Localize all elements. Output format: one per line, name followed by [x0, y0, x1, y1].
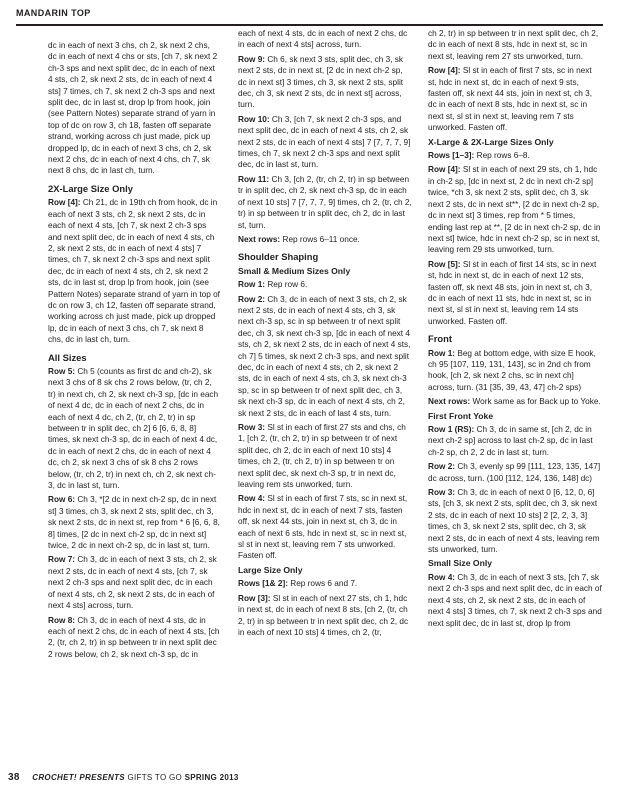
- paragraph: Row 4: Sl st in each of first 7 sts, sc in next st, hdc in next st, dc in each of next 7 sts, fasten off, sk next 44 sts, join in next st, ch 3, dc in each of next 6 sts, hdc in next st, sc in next st, sl st in next st, leaving rem 7 sts unworked. Fasten off.: [238, 494, 408, 561]
- subsection-heading: Small & Medium Sizes Only: [238, 265, 351, 276]
- section-heading: 2X-Large Size Only: [48, 182, 133, 194]
- column-2: [238, 28, 412, 641]
- paragraph: Row [4]: Sl st in each of first 7 sts, sc in next st, hdc in next st, dc in each of next 9 sts, fasten off, sk next 44 sts, join in next st, ch 3, dc in each of next 8 sts, hdc in next st, sc in next st, sl st in next st, leaving rem 7 sts unworked. Fasten off.: [428, 66, 593, 133]
- row-label: Row [4]:: [428, 165, 461, 175]
- subsection-heading: X-Large & 2X-Large Sizes Only: [428, 136, 554, 147]
- magazine-issue: GIFTS TO GO: [127, 773, 183, 782]
- row-label: Next rows:: [238, 234, 281, 244]
- paragraph: Row 3: Ch 3, dc in each of next 0 [6, 12, 0, 6] sts, [ch 3, sk next 2 sts, split dec, ch 3, sk next 2 sts, dc in each of next 10 sts] 2 [2, 2, 3, 3] times, ch 3, sk next 2 sts, split dec, ch 3, sk next 2 sts, dc in each of next 4 sts, leaving rem sts unworked, turn.: [428, 488, 600, 555]
- row-label: Row 11:: [238, 174, 270, 184]
- subsection-heading: Small Size Only: [428, 558, 492, 569]
- magazine-season: SPRING 2013: [184, 773, 239, 782]
- paragraph: Next rows: Work same as for Back up to Yoke.: [428, 397, 601, 407]
- row-label: Row 7:: [48, 555, 76, 565]
- column-1: [48, 40, 220, 663]
- paragraph: Row 2: Ch 3, dc in each of next 3 sts, ch 2, sk next 2 sts, dc in each of next 4 sts, ch 3, sk next ch-3 sp, sc in sp between tr of next split dec, ch 3, sk next ch-3 sp, [dc in each of next 4 sts, ch 2, sk next 2 sts, dc in each of next 4 sts, ch 7] 5 times, sk next 2 ch-3 sps, and next split dec, dc in each of next 4 sts, ch 2, sk next 2 sts, dc in each of next 4 sts, ch 3, sk next ch-3 sp, sc in sp between tr of next split dec, ch 3, sk next ch-3 sp, dc in each of next 4 sts, ch 2, sk next 2 sts, dc in each of last 4 sts, turn.: [238, 294, 411, 418]
- paragraph: Row 8: Ch 3, dc in each of next 4 sts, dc in each of next 2 chs, dc in each of next 4 sts, [ch 2, (tr, ch 2, tr) in sp between tr in next split dec 2 rows below, ch 2, sk next ch-3 sp, dc in: [48, 615, 220, 659]
- subsection-heading: First Front Yoke: [428, 410, 494, 421]
- row-label: Row [4]:: [48, 198, 81, 208]
- row-label: Row 9:: [238, 54, 266, 64]
- paragraph: Row 2: Ch 3, evenly sp 99 [111, 123, 135, 147] dc across, turn. (100 [112, 124, 136, 148] dc): [428, 462, 601, 483]
- running-header: MANDARIN TOP: [16, 8, 91, 18]
- paragraph: Row 10: Ch 3, [ch 7, sk next 2 ch-3 sps, and next split dec, dc in each of next 4 sts, ch 2, sk next 2 sts, dc in each of next 4 sts] 7 [7, 7, 7, 9] times, ch 7, sk next 2 ch-3 sps and next split dec, dc in last st, turn.: [238, 114, 411, 170]
- row-label: Row 5:: [48, 366, 76, 376]
- paragraph: Row [4]: Sl st in each of next 29 sts, ch 1, hdc in ch-2 sp, [dc in next st, 2 dc in next ch-2 sp] twice, *ch 3, sk next 2 sts, split dec, ch 3, sk next 2 sts, dc in next st**, [2 dc in next ch-2 sp, dc in next st] 3 times, rep from * 5 times, ending last rep at **, [2 dc in next ch-2 sp, dc in next st] twice, hdc in next ch-2 sp, sc in next st, leaving rem 29 sts unworked, turn.: [428, 165, 601, 255]
- row-label: Rows [1& 2]:: [238, 579, 288, 589]
- paragraph: Row 6: Ch 3, *[2 dc in next ch-2 sp, dc in next st] 3 times, ch 3, sk next 2 sts, split dec, ch 3, sk next 2 sts, dc in next st, rep from * 6 [6, 6, 8, 8] times, [2 dc in next ch-2 sp, dc in next st] twice, 2 dc in next ch-2 sp, dc in last st, turn.: [48, 495, 220, 551]
- paragraph: each of next 4 sts, dc in each of next 2 chs, dc in each of next 4 sts] across, turn.: [238, 29, 408, 50]
- page-number: 38: [8, 772, 20, 783]
- section-heading: All Sizes: [48, 351, 87, 363]
- column-3: [428, 28, 602, 632]
- section-heading: Front: [428, 333, 452, 345]
- row-label: Row 6:: [48, 495, 76, 505]
- paragraph: ch 2, tr) in sp between tr in next split dec, ch 2, dc in each of next 8 sts, hdc in next st, sc in next st, leaving rem 27 sts unworked, turn.: [428, 29, 599, 61]
- paragraph: Row [3]: Sl st in each of next 27 sts, ch 1, hdc in next st, dc in each of next 8 sts, [ch 2, (tr, ch 2, tr) in sp between tr in next split dec, ch 2, dc in each of next 10 sts] 4 times, ch 2, (tr,: [238, 593, 409, 637]
- row-label: Row 2:: [428, 462, 456, 472]
- paragraph: Next rows: Rep rows 6–11 once.: [238, 234, 360, 244]
- paragraph: dc in each of next 3 chs, ch 2, sk next 2 chs, dc in each of next 4 chs or sts, [ch 7, sk next 2 ch-3 sps and next split dec, dc in each of next 4 sts, ch 2, sk next 2 sts, dc in each of next 4 sts] 7 times, ch 7, sk next 2 ch-3 sps and next split dec, dc in last st, drop lp from hook, join (see Pattern Notes) separate strand of yarn in top of dc on row 3, ch 18, fasten off separate strand, working across ch just made, pick up dropped lp, dc in each of next 3 chs, ch 2, sk next 2 chs, dc in each of next 4 chs, ch 7, sk next 8 chs, dc in last ch, turn.: [48, 41, 218, 176]
- row-label: Row 8:: [48, 615, 76, 625]
- paragraph: Rows [1& 2]: Rep rows 6 and 7.: [238, 579, 358, 589]
- row-label: Row 10:: [238, 114, 270, 124]
- row-label: Row [5]:: [428, 259, 461, 269]
- row-label: Next rows:: [428, 397, 471, 407]
- paragraph: Row 3: Sl st in each of first 27 sts and chs, ch 1, [ch 2, (tr, ch 2, tr) in sp between tr of next split dec, ch 2, dc in each of next 10 sts] 4 times, ch 2, (tr, ch 2, tr) in sp between tr on next split dec, sk next ch-3 sp, tr in next dc, leaving rem sts unworked, turn.: [238, 423, 406, 490]
- paragraph: Row 9: Ch 6, sk next 3 sts, split dec, ch 3, sk next 2 sts, dc in next st, [2 dc in next ch-2 sp, dc in next st] 3 times, ch 3, sk next 2 sts, split dec, ch 3, sk next 2 sts, dc in next st] across, turn.: [238, 54, 404, 110]
- subsection-heading: Large Size Only: [238, 564, 303, 575]
- paragraph: Rows [1–3]: Rep rows 6–8.: [428, 151, 530, 161]
- row-label: Row 4:: [428, 572, 456, 582]
- row-label: Row 4:: [238, 494, 266, 504]
- paragraph: Row 5: Ch 5 (counts as first dc and ch-2), sk next 3 chs of 8 sk chs 2 rows below, (tr, ch 2, tr) in next ch, ch 2, sk next ch-3 sp, [dc in each of next 4 dc, dc in each of next 2 chs, dc in each of next 4 dc, ch 2, (tr, ch 2, tr) in sp between tr in split dec, ch 2] 6 [6, 6, 8, 8] times, sk next ch-3 sp, dc in each of next 4 dc, dc in each of next 2 chs, dc in each of next 4 dc, ch 2, sk next 3 chs of sk 8 chs 2 rows below, (tr, ch 2, tr) in next ch, ch 2, sk next ch-3, dc in last st, turn.: [48, 366, 219, 491]
- section-heading: Shoulder Shaping: [238, 251, 319, 263]
- row-label: Row 1:: [428, 348, 456, 358]
- row-label: Row 2:: [238, 294, 266, 304]
- row-label: Row 1:: [238, 280, 266, 290]
- row-label: Row 3:: [428, 488, 456, 498]
- paragraph: Row [4]: Ch 21, dc in 19th ch from hook, dc in each of next 3 sts, ch 2, sk next 2 sts, dc in each of next 4 sts, [ch 7, sk next 2 ch-3 sps and next split dec, dc in each of next 4 sts, ch 2, sk next 2 sts, dc in each of next 4 sts] 7 times, ch 7, sk next 2 ch-3 sps and next split dec, dc in each of next 4 sts, ch 2, sk next 2 sts, dc in last st, drop lp from hook, join (see Pattern Notes) separate strand of yarn in top of dc on row 3, ch 12, fasten off separate strand, working across ch just made, pick up dropped lp, dc in each of next 3 chs, ch 7, sk next 8 chs, dc in last ch, turn.: [48, 198, 220, 345]
- paragraph: Row 7: Ch 3, dc in each of next 3 sts, ch 2, sk next 2 sts, dc in each of next 4 sts, [ch 7, sk next 2 ch-3 sps and next split dec, dc in each of next 4 sts, ch 2, sk next 2 sts, dc in each of next 4 sts] across, turn.: [48, 555, 217, 611]
- paragraph: Row 1 (RS): Ch 3, dc in same st, [ch 2, dc in next ch-2 sp] across to last ch-2 sp, dc in last ch-2 sp, ch 2, 2 dc in last st, turn.: [428, 425, 593, 457]
- row-label: Rows [1–3]:: [428, 151, 475, 161]
- row-label: Row 3:: [238, 423, 266, 432]
- row-label: Row [3]:: [238, 593, 271, 603]
- page-footer: [8, 772, 239, 783]
- row-label: Row 1 (RS):: [428, 425, 475, 434]
- row-label: Row [4]:: [428, 66, 461, 76]
- paragraph: Row [5]: Sl st in each of first 14 sts, sc in next st, hdc in next st, dc in each of next 12 sts, fasten off, sk next 48 sts, join in next st, ch 3, dc in each of next 11 sts, hdc in next st, sc in next st, sl st in next st, leaving rem 14 sts unworked. Fasten off.: [428, 259, 597, 326]
- magazine-brand: CROCHET! PRESENTS: [32, 773, 125, 782]
- header-rule: [16, 24, 603, 26]
- paragraph: Row 1: Beg at bottom edge, with size E hook, ch 95 [107, 119, 131, 143], sc in 2nd ch from hook, [ch 2, sk next 2 chs, sc in next ch] across, turn. (31 [35, 39, 43, 47] ch-2 sps): [428, 348, 596, 392]
- paragraph: Row 11: Ch 3, [ch 2, (tr, ch 2, tr) in sp between tr in split dec, ch 2, sk next ch-3 sp, dc in each of next 10 sts] 7 [7, 7, 7, 9] times, ch 2, (tr, ch 2, tr) in sp between tr in split dec, ch 2, dc in last st, turn.: [238, 174, 412, 230]
- paragraph: Row 4: Ch 3, dc in each of next 3 sts, [ch 7, sk next 2 ch-3 sps and next split dec, dc in each of next 4 sts, ch 2, sk next 2 sts, dc in each of next 4 sts] 3 times, ch 7, sk next 2 ch-3 sps and next split dec, dc in last st, drop lp from: [428, 572, 602, 628]
- paragraph: Row 1: Rep row 6.: [238, 280, 308, 290]
